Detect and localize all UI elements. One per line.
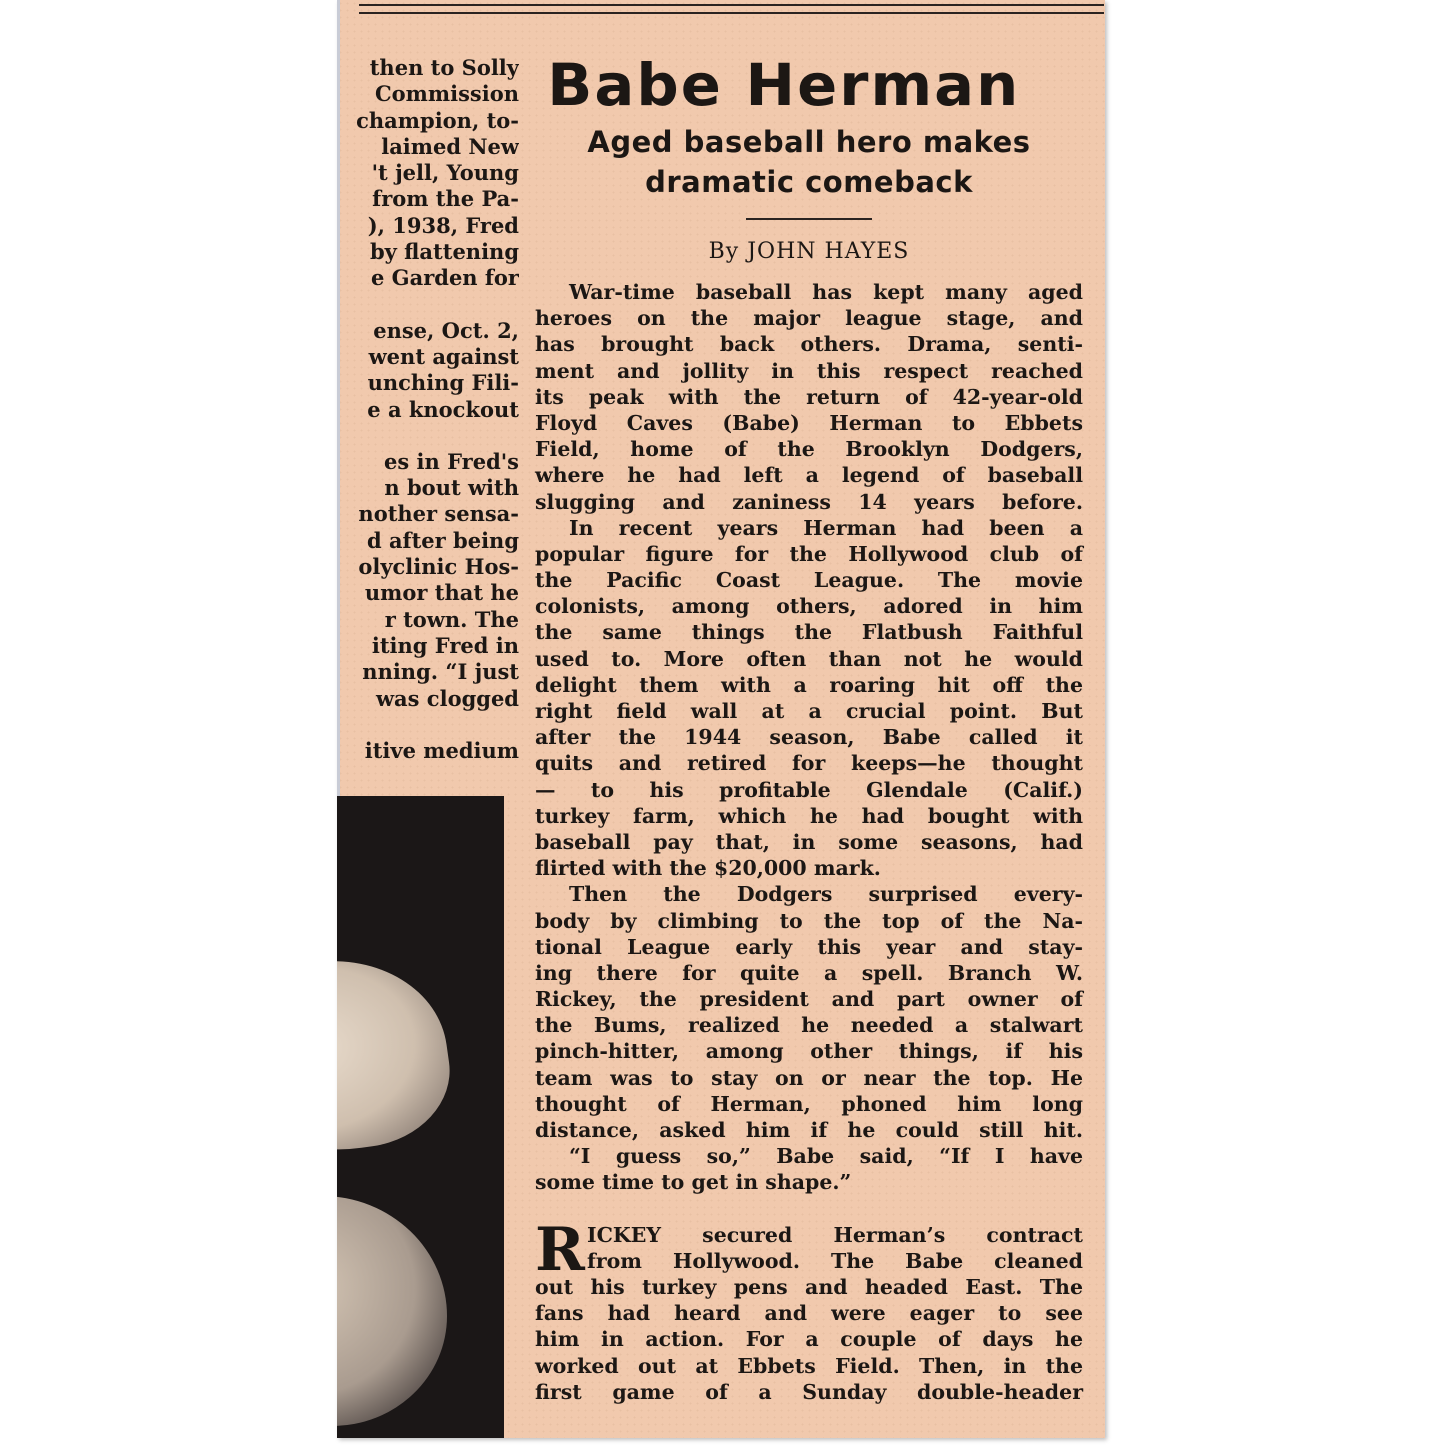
body-line: where he had left a legend of baseball [535, 463, 1083, 488]
body-line: — to his profitable Glendale (Calif.) [535, 777, 1083, 802]
subheadline-line: dramatic comeback [645, 165, 973, 199]
text-line: Commission [374, 81, 519, 107]
body-line: pinch-hitter, among other things, if his [535, 1039, 1083, 1064]
body-line: Field, home of the Brooklyn Dodgers, [535, 437, 1083, 462]
text-line: by flattening [369, 239, 519, 265]
text-line: went against [368, 343, 519, 369]
body-line: out his turkey pens and headed East. The [535, 1274, 1083, 1299]
text-line: laimed New [381, 133, 519, 159]
body-line: body by climbing to the top of the Na- [535, 908, 1083, 933]
body-line: Floyd Caves (Babe) Herman to Ebbets [535, 410, 1083, 435]
body-line: has brought back others. Drama, senti- [535, 332, 1083, 357]
body-line: the Bums, realized he needed a stalwart [535, 1013, 1083, 1038]
text-line: ), 1938, Fred [367, 212, 519, 238]
text-line: nother sensa- [358, 501, 519, 527]
section-two [535, 1214, 1083, 1405]
body-line: baseball pay that, in some seasons, had [535, 829, 1083, 854]
body-line: Rickey, the president and part owner of [535, 987, 1083, 1012]
body-line: delight them with a roaring hit off the [535, 672, 1083, 697]
body-line: Then the Dodgers surprised every- [569, 882, 1083, 907]
body-line: him in action. For a couple of days he [535, 1327, 1083, 1352]
body-line: heroes on the major league stage, and [535, 306, 1083, 331]
body-line: War-time baseball has kept many aged [569, 280, 1083, 304]
body-line: popular figure for the Hollywood club of [535, 541, 1083, 566]
body-line: turkey farm, which he had bought with [535, 803, 1083, 828]
body-line: “I guess so,” Babe said, “If I have [569, 1144, 1083, 1169]
headline: Babe Herman [547, 51, 1021, 119]
photo-lower-shape [337, 1196, 447, 1426]
adjacent-column-text [337, 55, 519, 764]
divider-rule [746, 218, 872, 220]
body-line: colonists, among others, adored in him [535, 594, 1083, 619]
body-line: flirted with the $20,000 mark. [535, 856, 881, 881]
body-line: the Pacific Coast League. The movie [535, 568, 1083, 593]
body-line: fans had heard and were eager to see [535, 1301, 1083, 1326]
body-line: the same things the Flatbush Faithful [535, 620, 1083, 645]
text-line: e a knockout [367, 396, 519, 422]
top-double-rule [359, 4, 1104, 17]
body-line: its peak with the return of 42-year-old [535, 384, 1083, 409]
subheadline-line: Aged baseball hero makes [587, 125, 1031, 159]
body-line: used to. More often than not he would [535, 646, 1083, 671]
text-line: r town. The [384, 606, 519, 632]
body-line: ment and jollity in this respect reached [535, 358, 1083, 383]
body-line: quits and retired for keeps—he thought [535, 751, 1083, 776]
article-body [535, 279, 1083, 1405]
text-line: 't jell, Young [371, 160, 519, 186]
text-line: champion, to- [356, 107, 519, 133]
body-line: worked out at Ebbets Field. Then, in the [535, 1353, 1083, 1378]
text-line: nning. “I just [362, 659, 519, 685]
text-line: olyclinic Hos- [358, 554, 519, 580]
player-photo [337, 796, 504, 1438]
text-line: d after being [366, 527, 519, 553]
photo-shoulder-shape [337, 946, 459, 1166]
body-line: tional League early this year and stay- [535, 934, 1083, 959]
text-line: then to Solly [369, 55, 519, 80]
body-line: team was to stay on or near the top. He [535, 1065, 1083, 1090]
text-line: n bout with [384, 475, 519, 501]
text-line: was clogged [375, 685, 519, 711]
byline: By JOHN HAYES [708, 239, 910, 264]
body-line: after the 1944 season, Babe called it [535, 725, 1083, 750]
body-line: right field wall at a crucial point. But [535, 699, 1083, 723]
body-line: some time to get in shape.” [535, 1170, 852, 1195]
body-line: thought of Herman, phoned him long [535, 1091, 1083, 1116]
body-line: ICKEY secured Herman’s contract [587, 1222, 1083, 1247]
article-column [535, 50, 1083, 1405]
newspaper-clipping [337, 0, 1105, 1438]
body-line: slugging and zaniness 14 years before. [535, 489, 1083, 514]
body-line: ing there for quite a spell. Branch W. [535, 960, 1083, 985]
body-line: distance, asked him if he could still hit. [535, 1118, 1083, 1142]
body-line: from Hollywood. The Babe cleaned [587, 1248, 1083, 1273]
text-line: e Garden for [370, 265, 519, 291]
drop-cap: R [535, 1214, 585, 1285]
text-line: itive medium [364, 737, 519, 763]
text-line: unching Fili- [367, 370, 519, 396]
text-line: iting Fred in [371, 632, 519, 658]
body-line: first game of a Sunday double-header [535, 1379, 1083, 1404]
text-line: umor that he [364, 580, 519, 606]
text-line: from the Pa- [372, 186, 519, 212]
text-line: es in Fred's [384, 448, 519, 474]
body-line: In recent years Herman had been a [569, 515, 1083, 540]
subheadline [535, 122, 1083, 202]
text-line: ense, Oct. 2, [373, 317, 519, 343]
